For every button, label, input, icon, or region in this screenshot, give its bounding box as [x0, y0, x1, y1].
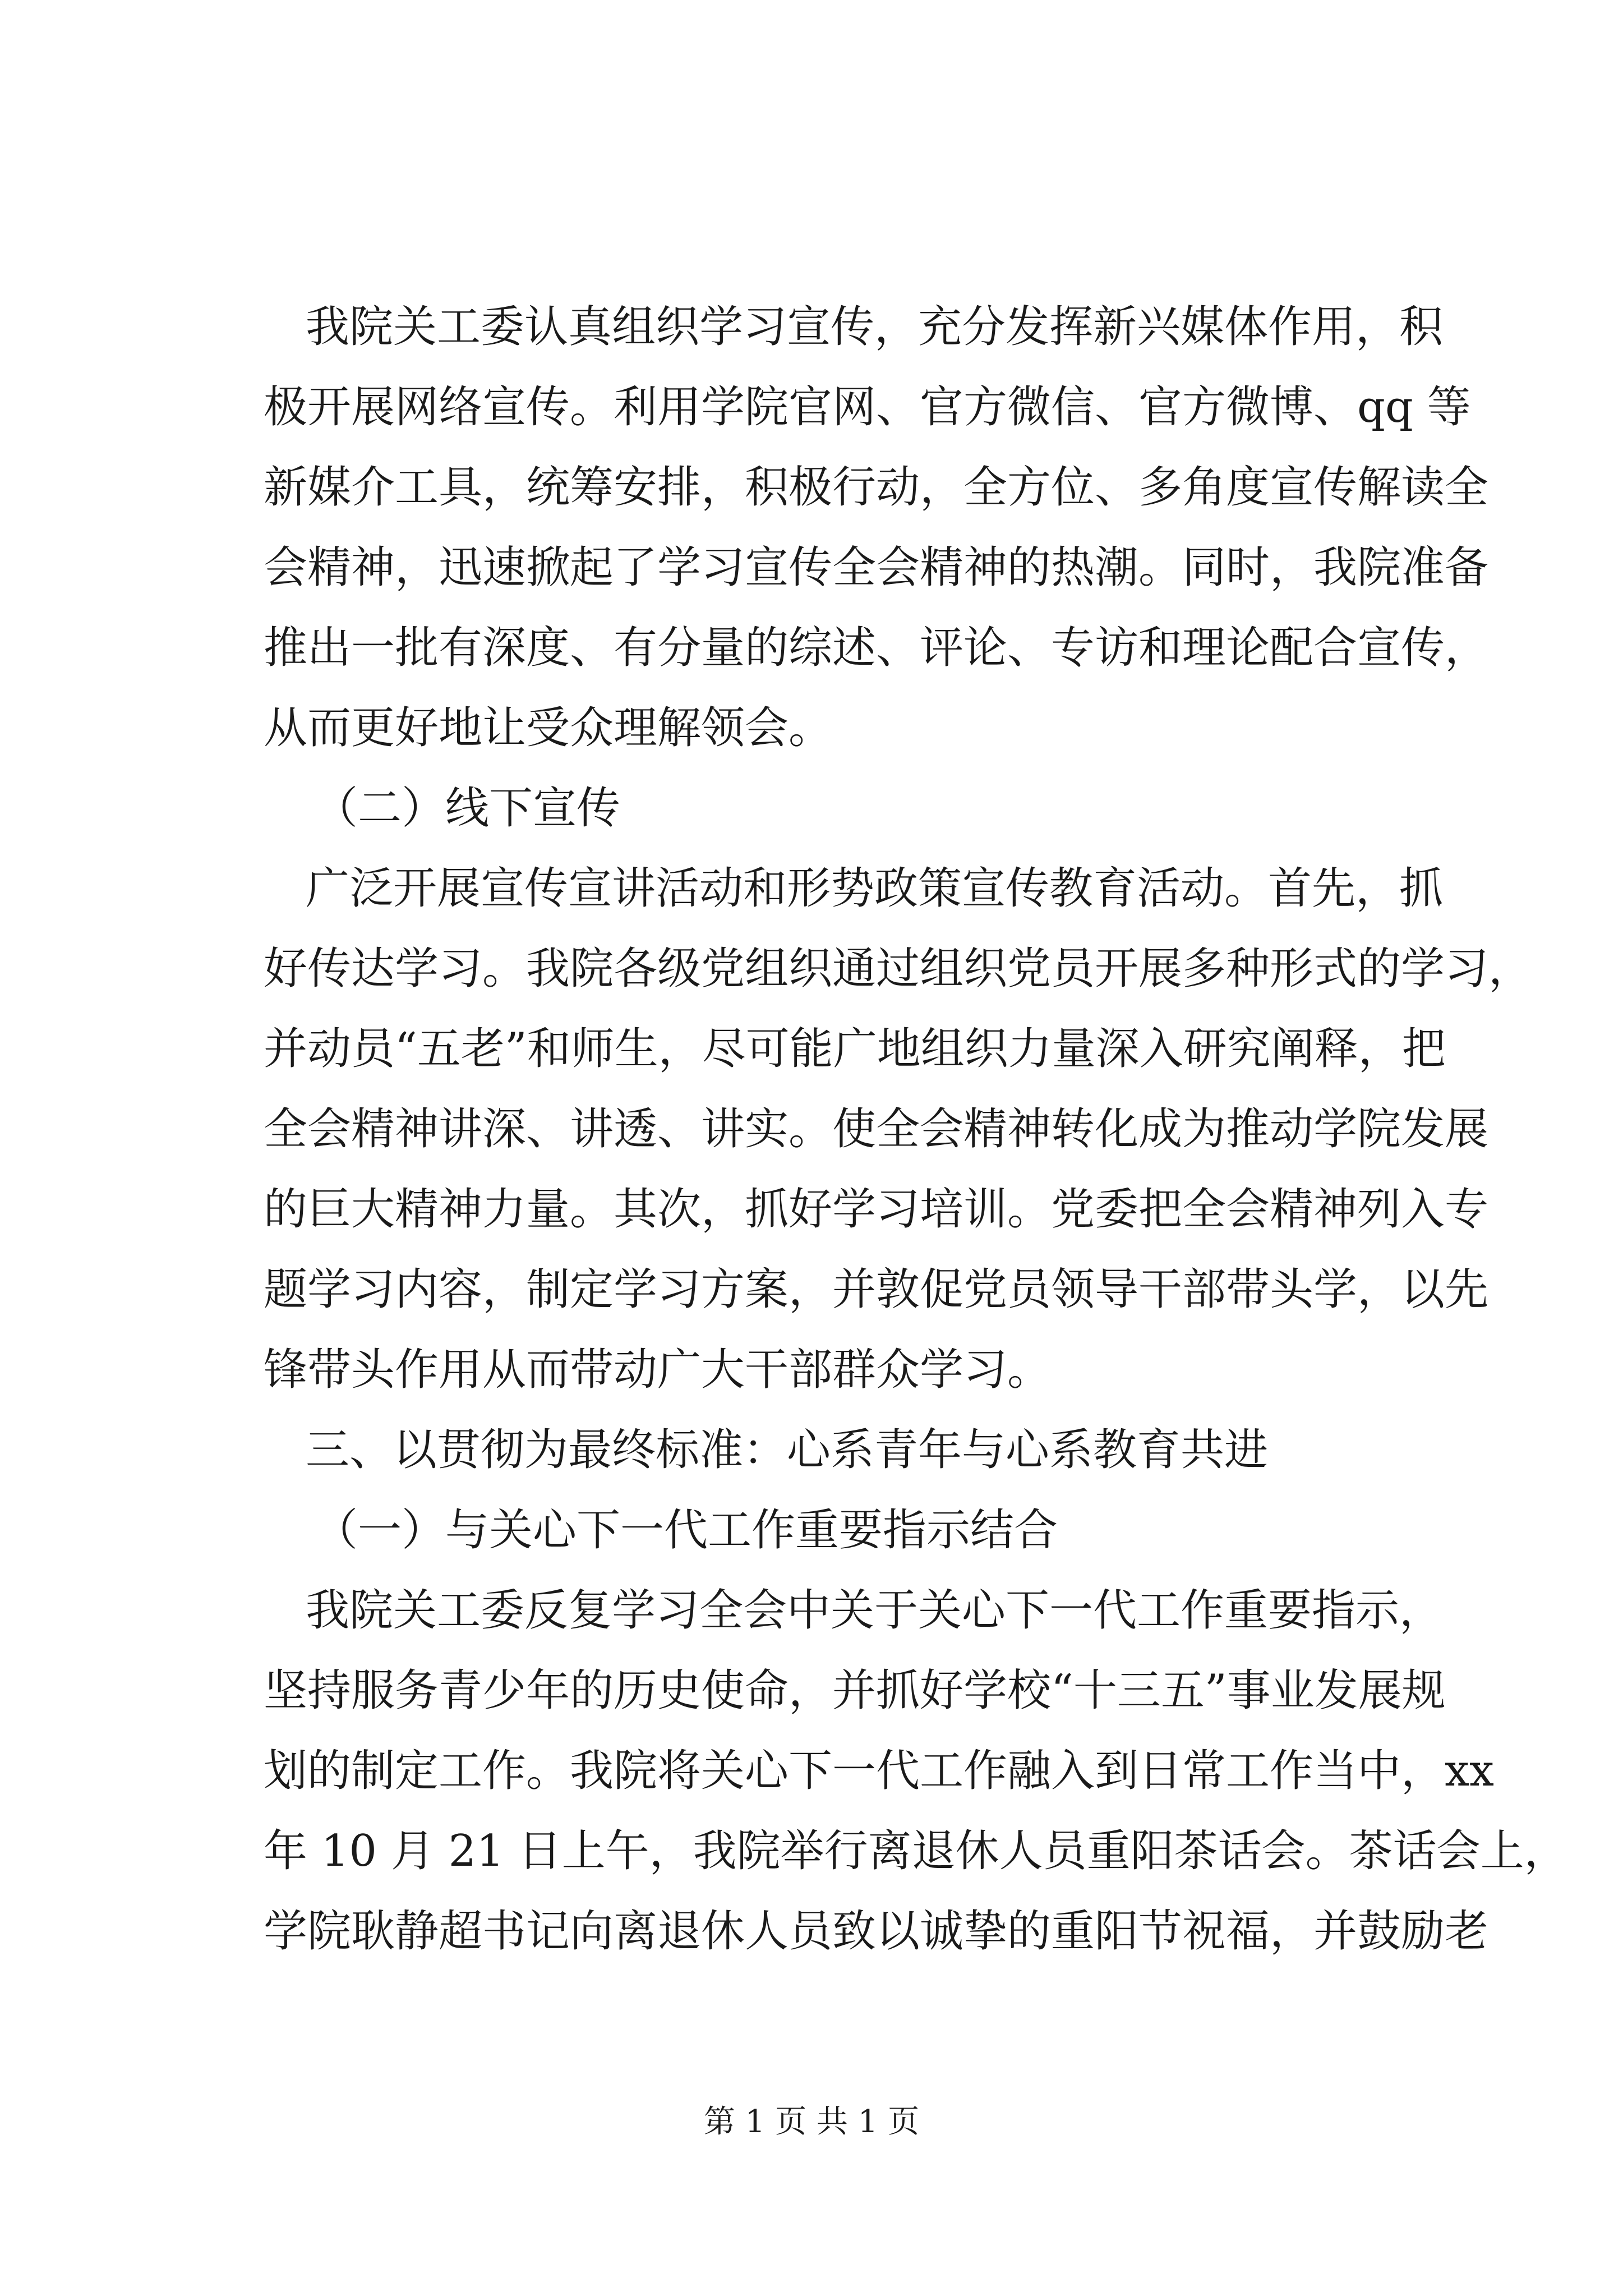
paragraph-line: 从而更好地让受众理解领会。: [264, 703, 833, 753]
paragraph-line: 广泛开展宣传宣讲活动和形势政策宣传教育活动。首先，抓: [306, 863, 1444, 914]
paragraph-line: 并动员“五老”和师生，尽可能广地组织力量深入研究阐释，把: [264, 1024, 1446, 1074]
paragraph-line: 新媒介工具，统筹安排，积极行动，全方位、多角度宣传解读全: [264, 462, 1489, 513]
paragraph-line: 好传达学习。我院各级党组织通过组织党员开展多种形式的学习，: [264, 944, 1533, 994]
paragraph-line: 的巨大精神力量。其次，抓好学习培训。党委把全会精神列入专: [264, 1184, 1489, 1235]
paragraph-line: 我院关工委反复学习全会中关于关心下一代工作重要指示，: [306, 1585, 1444, 1636]
paragraph-line: 极开展网络宣传。利用学院官网、官方微信、官方微博、qq 等: [264, 382, 1471, 432]
page-footer: 第 1 页 共 1 页: [703, 2104, 920, 2140]
paragraph-line: 会精神，迅速掀起了学习宣传全会精神的热潮。同时，我院准备: [264, 542, 1489, 593]
subsection-heading: （一）与关心下一代工作重要指示结合: [314, 1505, 1058, 1556]
paragraph-line: 划的制定工作。我院将关心下一代工作融入到日常工作当中，xx: [264, 1746, 1494, 1796]
paragraph-line: 我院关工委认真组织学习宣传，充分发挥新兴媒体作用，积: [306, 302, 1444, 352]
paragraph-line: 坚持服务青少年的历史使命，并抓好学校“十三五”事业发展规: [264, 1665, 1446, 1716]
paragraph-line: 题学习内容，制定学习方案，并敦促党员领导干部带头学，以先: [264, 1264, 1489, 1315]
section-heading: （二）线下宣传: [314, 783, 621, 834]
paragraph-line: 推出一批有深度、有分量的综述、评论、专访和理论配合宣传，: [264, 623, 1489, 673]
paragraph-line: 年 10 月 21 日上午，我院举行离退休人员重阳茶话会。茶话会上，: [264, 1826, 1568, 1876]
paragraph-line: 锋带头作用从而带动广大干部群众学习。: [264, 1345, 1052, 1395]
paragraph-line: 全会精神讲深、讲透、讲实。使全会精神转化成为推动学院发展: [264, 1104, 1489, 1154]
section-heading: 三、以贯彻为最终标准：心系青年与心系教育共进: [306, 1425, 1269, 1475]
paragraph-line: 学院耿静超书记向离退休人员致以诚挚的重阳节祝福，并鼓励老: [264, 1906, 1489, 1957]
